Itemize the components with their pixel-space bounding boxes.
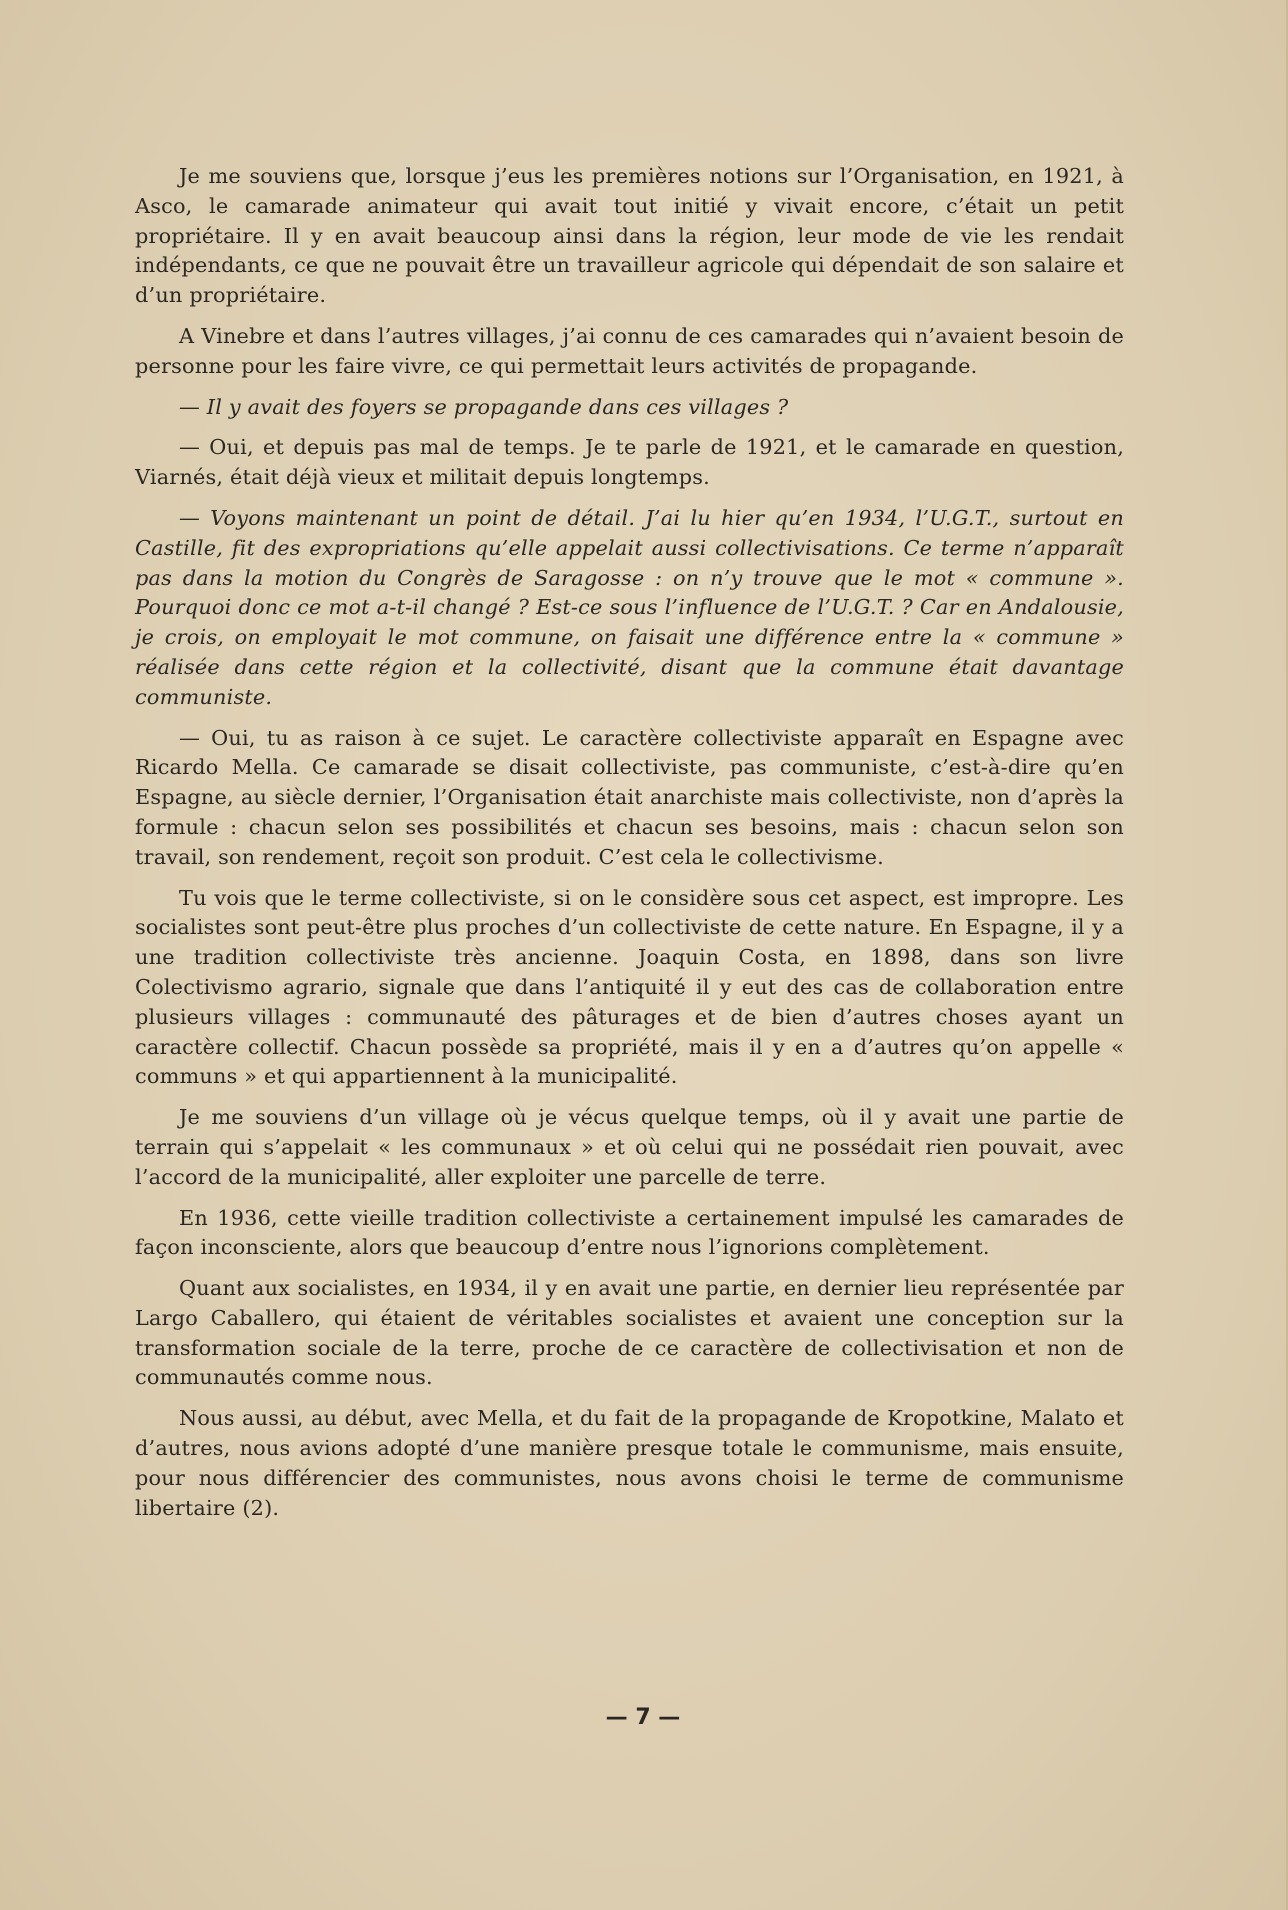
paragraph-answer: — Oui, tu as raison à ce sujet. Le caractère collectiviste apparaît en Espagne avec Ricardo Mella. Ce camarade se disait collectiviste, pas communiste, c’est-à-dire qu’en Espagne, au siècle dernier, l’Organisation était anarchiste mais collectiviste, non d’après la formule : chacun selon ses possibilités et chacun ses besoins, mais : chacun selon son travail, son rendement, reçoit son produit. C’est cela le collectivisme. — [135, 725, 1124, 869]
paragraph-question: — Voyons maintenant un point de détail. J’ai lu hier qu’en 1934, l’U.G.T., surtout en Castille, fit des expropriations qu’elle appelait aussi collectivisations. Ce terme n’apparaît pas dans la motion du Congrès de Saragosse : on n’y trouve que le mot « commune ». Pourquoi donc ce mot a-t-il changé ? Est-ce sous l’influence de l’U.G.T. ? Car en Andalousie, je crois, on employait le mot commune, on faisait une différence entre la « commune » réalisée dans cette région et la collectivité, disant que la commune était davantage communiste. — [135, 505, 1124, 709]
paragraph: Tu vois que le terme collectiviste, si on le considère sous cet aspect, est impropre. Les socialistes sont peut-être plus proches d’un collectiviste de cette nature. En Espagne, il y a une tradition collectiviste très ancienne. Joaquin Costa, en 1898, dans son livre Colectivismo agrario, signale que dans l’antiquité il y eut des cas de collaboration entre plusieurs villages : communauté des pâturages et de bien d’autres choses ayant un caractère collectif. Chacun possède sa propriété, mais il y en a d’autres qu’on appelle « communs » et qui appartiennent à la municipalité. — [135, 885, 1124, 1089]
body-text — [135, 162, 1124, 1534]
paragraph: A Vinebre et dans l’autres villages, j’ai connu de ces camarades qui n’avaient besoin de personne pour les faire vivre, ce qui permettait leurs activités de propagande. — [135, 323, 1124, 378]
paragraph: En 1936, cette vieille tradition collectiviste a certainement impulsé les camarades de façon inconsciente, alors que beaucoup d’entre nous l’ignorions complètement. — [135, 1205, 1124, 1260]
paragraph: Quant aux socialistes, en 1934, il y en avait une partie, en dernier lieu représentée par Largo Caballero, qui étaient de véritables socialistes et avaient une conception sur la transformation sociale de la terre, proche de ce caractère de collectivisation et non de communautés comme nous. — [135, 1276, 1124, 1390]
paragraph: Je me souviens d’un village où je vécus quelque temps, où il y avait une partie de terrain qui s’appelait « les communaux » et où celui qui ne possédait rien pouvait, avec l’accord de la municipalité, aller exploiter une parcelle de terre. — [135, 1105, 1124, 1189]
paragraph-answer: — Oui, et depuis pas mal de temps. Je te parle de 1921, et le camarade en question, Viarnés, était déjà vieux et militait depuis longtemps. — [135, 435, 1124, 490]
paragraph-question: — Il y avait des foyers se propagande dans ces villages ? — [179, 394, 789, 419]
page-number: — 7 — — [605, 1705, 681, 1730]
paragraph: Nous aussi, au début, avec Mella, et du fait de la propagande de Kropotkine, Malato et d’autres, nous avions adopté d’une manière presque totale le communisme, mais ensuite, pour nous différencier des communistes, nous avons choisi le terme de communisme libertaire (2). — [135, 1406, 1124, 1520]
paragraph: Je me souviens que, lorsque j’eus les premières notions sur l’Organisation, en 1921, à Asco, le camarade animateur qui avait tout initié y vivait encore, c’était un petit propriétaire. Il y en avait beaucoup ainsi dans la région, leur mode de vie les rendait indépendants, ce que ne pouvait être un travailleur agricole qui dépendait de son salaire et d’un propriétaire. — [135, 164, 1124, 308]
